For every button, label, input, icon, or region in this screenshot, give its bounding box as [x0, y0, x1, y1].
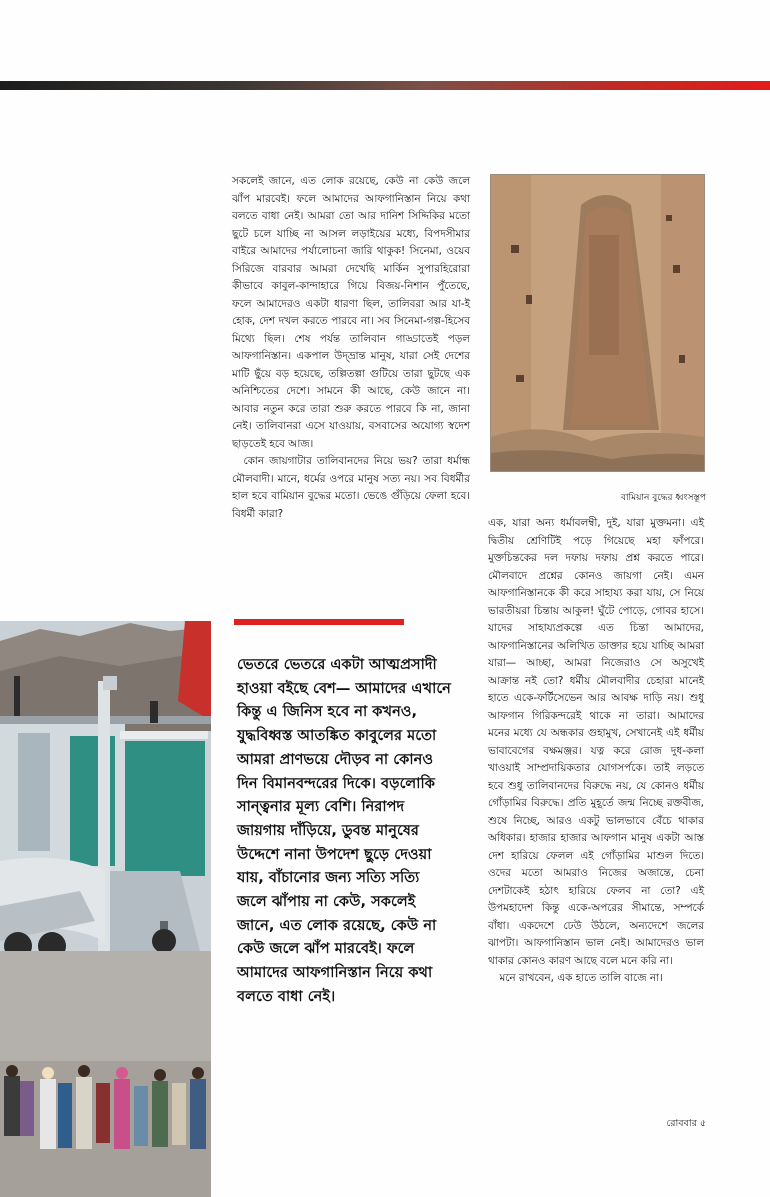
header-color-bar	[0, 81, 770, 90]
page-folio: রোববার ৫	[666, 1118, 706, 1129]
pull-quote-text: ভেতরে ভেতরে একটা আত্মপ্রসাদী হাওয়া বইছে বেশ— আমাদের এখানে কিন্তু এ জিনিস হবে না কখনও, যুদ্ধবিধ্বস্ত আতঙ্কিত কাবুলের মতো আমরা প্রাণভয়ে দৌড়ব না কোনও দিন বিমানবন্দরের দিকে। বড়লোকি সান্ত্বনার মূল্য বেশি। নিরাপদ জায়গায় দাঁড়িয়ে, ডুবন্ত মানুষের উদ্দেশে নানা উপদেশ ছুড়ে দেওয়া যায়, বাঁচানোর জন্য সত্যি সত্যি জলে ঝাঁপায় না কেউ, সকলেই জানে, এত লোক রয়েছে, কেউ না কেউ জলে ঝাঁপ মারবেই। ফলে আমাদের আফগানিস্তান নিয়ে কথা বলতে বাধা নেই।	[237, 656, 451, 1005]
bamiyan-buddha-photo	[490, 174, 705, 472]
pull-quote-accent-bar	[234, 619, 404, 625]
bamiyan-cliff-illustration	[491, 175, 704, 471]
article-column-1	[232, 173, 470, 523]
airport-jet-bridge-illustration	[0, 621, 211, 1197]
kabul-airport-photo	[0, 621, 211, 1197]
photo-caption: বামিয়ান বুদ্ধের ধ্বংসস্তূপ	[620, 493, 706, 503]
paragraph: এক, যারা অন্য ধর্মাবলম্বী, দুই, যারা মুক্তমনা। এই দ্বিতীয় শ্রেণিটিই পড়ে গিয়েছে মহা ফাঁপরে। মুক্তচিন্তকের দল দফায় দফায় প্রশ্ন করতে পারে। মৌলবাদে প্রশ্নের কোনও জায়গা নেই। এমন আফগানিস্তানকে কী করে সাহায্য করা যায়, সে নিয়ে ভারতীয়রা চিন্তায় আকুল! ঘুঁটে পোড়ে, গোবর হাসে। যাদের সাহায্যপ্রকল্পে এত চিন্তা আমাদের, আফগানিস্তানের অলিখিত ডাক্তার হয়ে যাচ্ছি আমরা যারা— আচ্ছা, আমরা নিজেরাও সে অসুখেই আক্রান্ত নই তো? ধর্মীয় মৌলবাদীর চেহারা মানেই হাতে একে-ফর্টিসেভেন আর আবক্ষ দাড়ি নয়। শুধু আফগান গিরিকন্দরেই থাকে না তারা। আমাদের মনের মধ্যে যে অন্ধকার গুহামুখ, সেখানেই এই ধর্মীয় ভাবাবেগের বক্ষমঞ্জর। যত্ন করে রোজ দুধ-কলা খাওয়াই সাম্প্রদায়িকতার যোগসর্পকে। তাই লড়তে হবে শুধু তালিবানদের বিরুদ্ধে নয়, যে কোনও ধর্মীয় গোঁড়ামির বিরুদ্ধে। প্রতি মুহূর্তে জন্ম নিচ্ছে রক্তবীজ, শুষে নিচ্ছে, আরও একটু ভালভাবে বেঁচে থাকার অধিকার। হাজার হাজার আফগান মানুষ একটা আস্ত দেশ হারিয়ে ফেলল এই গোঁড়ামির মাশুল দিতে। ওদের মতো আমরাও নিজের অজান্তে, চেনা দেশটাকেই হঠাৎ হারিয়ে ফেলব না তো? এই উপমহাদেশ কিন্তু একে-অপরের সীমান্তে, সম্পর্কে বাঁধা। একদেশে ঢেউ উঠলে, অন্যদেশে জলের ঝাপটা। আফগানিস্তান ভাল নেই। আমাদেরও ভাল থাকার কোনও কারণ আছে বলে মনে করি না।	[488, 517, 704, 967]
pull-quote	[237, 653, 454, 1009]
paragraph: মনে রাখবেন, এক হাতে তালি বাজে না।	[499, 972, 663, 984]
article-column-3	[488, 515, 704, 988]
paragraph: কোন জায়গাটার তালিবানদের নিয়ে ভয়? তারা ধর্মান্ধ মৌলবাদী। মানে, ধর্মের ওপরে মানুষ সত্য নয়। সব বিধর্মীর হাল হবে বামিয়ান বুদ্ধের মতো। ভেঙে গুঁড়িয়ে ফেলা হবে। বিধর্মী কারা?	[232, 455, 470, 520]
paragraph: সকলেই জানে, এত লোক রয়েছে, কেউ না কেউ জলে ঝাঁপ মারবেই। ফলে আমাদের আফগানিস্তান নিয়ে কথা বলতে বাধা নেই। আমরা তো আর দানিশ সিদ্দিকির মতো ছুটে চলে যাচ্ছি না আসল লড়াইয়ের মধ্যে, বিপদসীমার বাইরে আমাদের পর্যালোচনা জারি থাকুক! সিনেমা, ওয়েব সিরিজে বারবার আমরা দেখেছি মার্কিন সুপারহিরোরা কীভাবে কাবুল-কান্দাহারে গিয়ে বিজয়-নিশান পুঁতেছে, ফলে আমাদেরও একটা ধারণা ছিল, তালিবরা আর যা-ই হোক, দেশ দখল করতে পারবে না। সব সিনেমা-গল্প-হিসেব মিথ্যে ছিল। শেষ পর্যন্ত তালিবান গাড্ডাতেই পড়ল আফগানিস্তান। একপাল উদ্‌ভ্রান্ত মানুষ, যারা সেই দেশের মাটি ছুঁয়ে বড় হয়েছে, তল্পিতল্পা গুটিয়ে তারা ছুটছে এক অনিশ্চিতের দেশে। সামনে কী আছে, কেউ জানে না। আবার নতুন করে তারা শুরু করতে পারবে কি না, জানা নেই। তালিবানরা এসে যাওয়ায়, বসবাসের অযোগ্য স্বদেশ ছাড়তেই হবে আজ।	[232, 175, 470, 450]
